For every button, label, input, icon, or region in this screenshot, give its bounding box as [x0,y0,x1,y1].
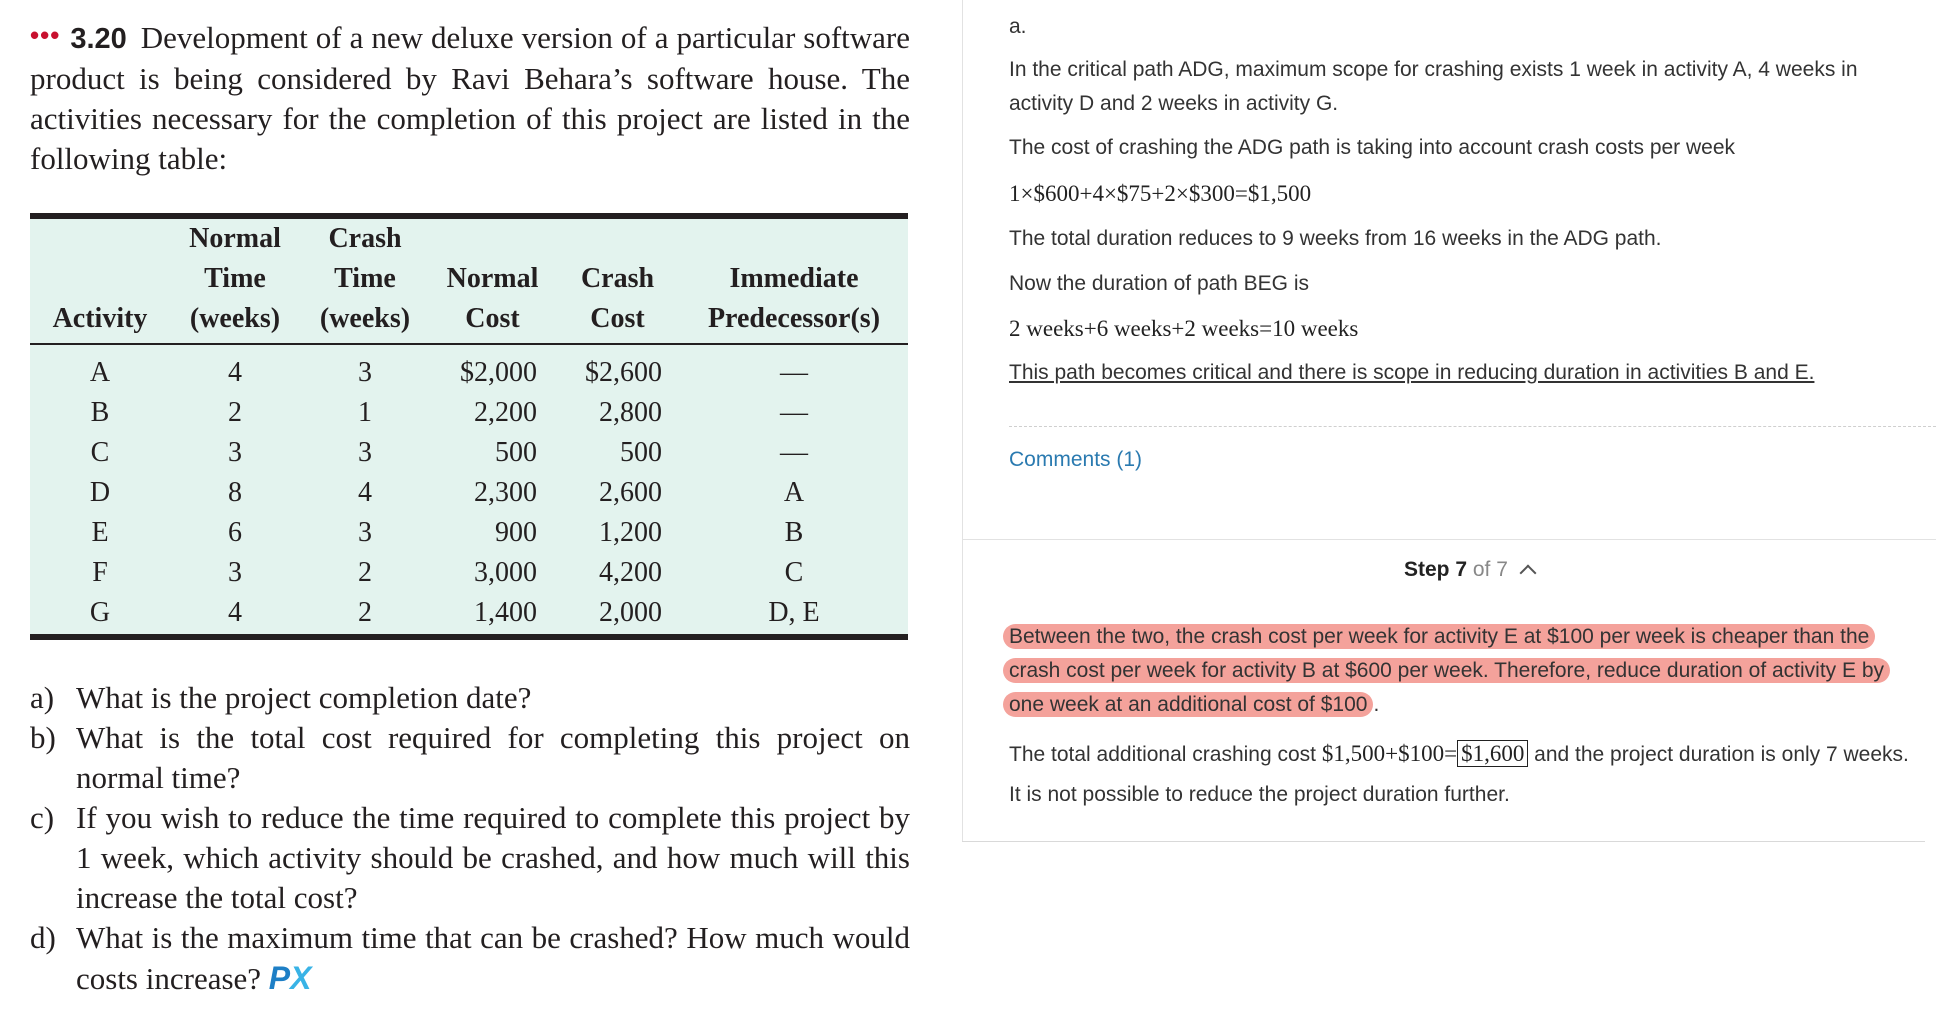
bottom-border [962,841,1925,842]
cell-activity: C [90,437,110,468]
question-item [30,918,910,999]
step-count: of 7 [1472,558,1508,581]
equation-crash-cost: 1×$600+4×$75+2×$300=$1,500 [1009,181,1312,206]
cell-normal-time: 2 [228,397,242,428]
cell-crash-cost: 1,200 [599,517,662,548]
table-row [30,473,908,513]
activity-table [30,213,908,640]
chevron-up-icon[interactable] [1519,565,1536,582]
cell-normal-cost: 2,300 [474,477,537,508]
cell-crash-cost: 2,600 [599,477,662,508]
cell-crash-time: 3 [358,437,372,468]
cell-activity: G [89,597,111,628]
cell-normal-cost: 3,000 [474,557,537,588]
header-crash-time-1: Crash [328,223,402,254]
header-crash-time-2: Time [334,263,396,294]
question-label: d) [30,920,56,955]
cell-normal-cost: 1,400 [474,597,537,628]
cell-activity: E [91,517,109,548]
header-normal-time-3: (weeks) [170,299,300,344]
cell-crash-time: 2 [358,597,372,628]
cell-crash-time: 3 [358,517,372,548]
cell-crash-time: 4 [358,477,372,508]
header-predecessor-1: Immediate [729,263,859,294]
step-label: Step 7 [1404,558,1468,581]
header-crash-cost-2: Cost [555,299,680,344]
problem-statement [30,18,910,179]
cell-normal-time: 8 [228,477,242,508]
question-text: If you wish to reduce the time required to complete this project by 1 week, which activity should be crashed, and how much will this increase the total cost? [76,800,910,915]
cell-crash-cost: 500 [620,437,662,468]
final-paragraph [1009,734,1915,815]
panel-divider [962,0,963,842]
table-row [30,513,908,553]
table-row [30,553,908,593]
highlight-end: . [1373,693,1380,716]
section-separator [962,539,1936,540]
table-row [30,393,908,433]
highlighted-paragraph [1009,620,1915,722]
header-crash-time-3: (weeks) [300,299,430,344]
cell-activity: B [90,397,110,428]
solution-paragraph-1: In the critical path ADG, maximum scope for crashing exists 1 week in activity A, 4 weeks in activity D and 2 weeks in activity G. [1009,58,1858,115]
cell-predecessor: — [780,437,808,468]
question-text: What is the total cost required for completing this project on normal time? [76,720,910,795]
solution-paragraph-4: Now the duration of path BEG is [1009,272,1309,295]
header-crash-cost-1: Crash [580,263,655,294]
table-row [30,433,908,473]
question-label: c) [30,800,55,835]
equation-path-beg: 2 weeks+6 weeks+2 weeks=10 weeks [1009,316,1359,341]
difficulty-dots: ••• [30,20,61,50]
question-label: a) [30,680,55,715]
comments-link[interactable]: Comments (1) [1009,448,1143,471]
question-text: What is the maximum time that can be crashed? How much would costs increase? [76,920,910,996]
cell-crash-time: 2 [358,557,372,588]
final-equation: $1,500+$100= [1321,741,1458,766]
table-row [30,344,908,393]
cell-normal-cost: 500 [495,437,537,468]
question-text: What is the project completion date? [76,680,532,715]
question-item [30,718,910,798]
solution-paragraph-3: The total duration reduces to 9 weeks from 16 weeks in the ADG path. [1009,227,1662,250]
cell-predecessor: A [783,477,805,508]
cell-normal-time: 6 [228,517,242,548]
px-logo-icon: PX [268,960,312,996]
header-predecessor-2: Predecessor(s) [680,299,908,344]
cell-predecessor: — [780,397,808,428]
cell-predecessor: — [780,357,808,388]
header-normal-cost-2: Cost [430,299,555,344]
cell-crash-cost: 2,800 [599,397,662,428]
cell-predecessor: B [784,517,804,548]
solution-paragraph-5: This path becomes critical and there is scope in reducing duration in activities B and E. [1009,361,1815,384]
problem-number: 3.20 [70,23,127,55]
cell-predecessor: D, E [768,597,820,628]
cell-activity: F [92,557,108,588]
cell-normal-cost: 900 [495,517,537,548]
cell-crash-cost: $2,600 [585,357,662,388]
final-text-b: and the project duration is only 7 weeks. It is not possible to reduce the project duration further. [1009,743,1909,806]
cell-crash-cost: 4,200 [599,557,662,588]
cell-normal-time: 4 [228,357,242,388]
cell-crash-time: 1 [358,397,372,428]
question-item [30,798,910,918]
solution-paragraph-2: The cost of crashing the ADG path is taking into account crash costs per week [1009,136,1736,159]
header-normal-time-1: Normal [189,223,281,254]
header-activity: Activity [30,299,170,344]
dashed-separator [1009,426,1936,427]
cell-crash-cost: 2,000 [599,597,662,628]
header-normal-time-2: Time [204,263,266,294]
part-label: a. [1009,15,1027,38]
table-row [30,593,908,633]
problem-text: Development of a new deluxe version of a particular software product is being considered by Ravi Behara’s software house. The activities necessary for the completion of this project are listed in the following table: [30,20,910,176]
question-list [30,678,910,999]
highlight: Between the two, the crash cost per week for activity E at $100 per week is cheaper than the crash cost per week for activity B at $600 per week. Therefore, reduce duration of activity E by one week at an additional cost of $100 [1003,624,1890,717]
cell-activity: A [89,357,111,388]
final-answer-box: $1,600 [1457,740,1528,767]
cell-normal-time: 3 [228,437,242,468]
cell-crash-time: 3 [358,357,372,388]
cell-predecessor: C [784,557,804,588]
question-item [30,678,910,718]
cell-normal-cost: 2,200 [474,397,537,428]
cell-normal-cost: $2,000 [460,357,537,388]
cell-normal-time: 4 [228,597,242,628]
question-label: b) [30,720,56,755]
final-text-a: The total additional crashing cost [1009,743,1317,766]
problem-panel [30,0,910,179]
cell-normal-time: 3 [228,557,242,588]
cell-activity: D [89,477,111,508]
header-normal-cost-1: Normal [446,263,539,294]
step-toggle[interactable] [1404,558,1534,582]
